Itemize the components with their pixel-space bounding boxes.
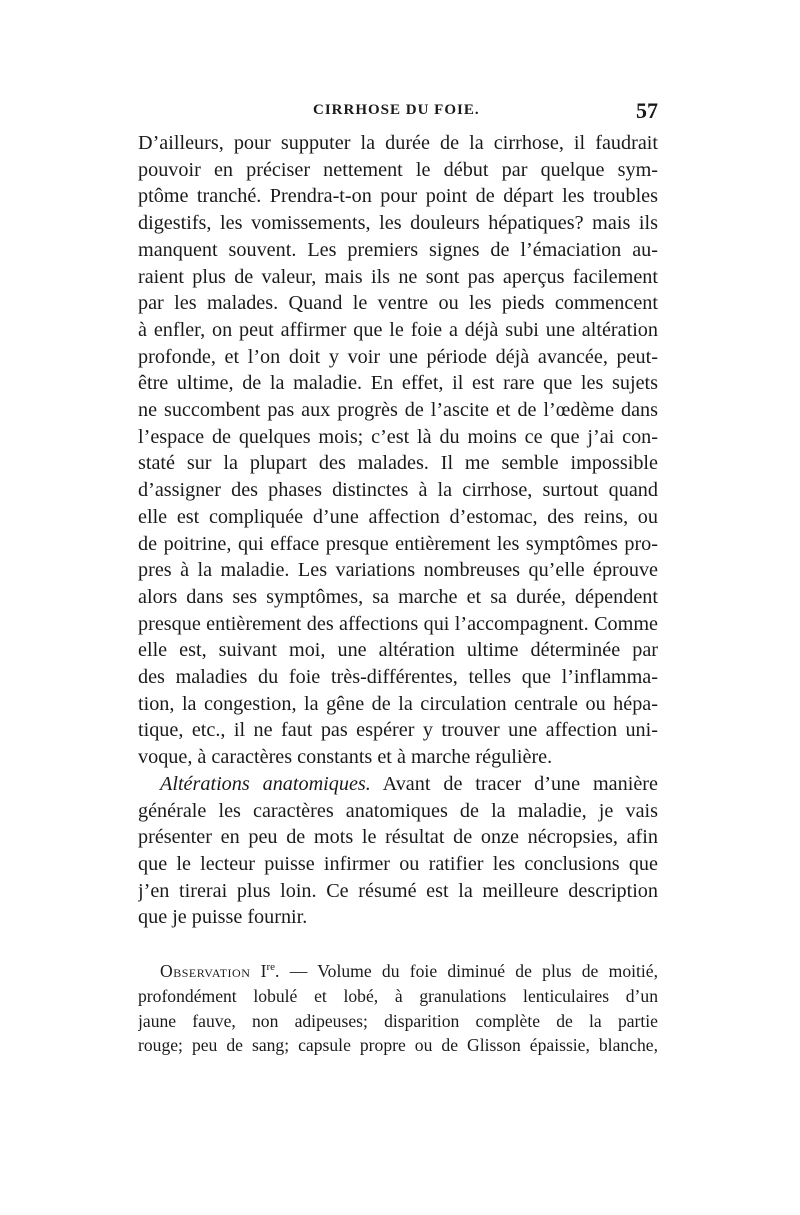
text-line: raient plus de valeur, mais ils ne sont pas aperçus facilement (138, 265, 658, 288)
text-line: presque entièrement des affections qui l’accompagnent. Comme (138, 612, 658, 635)
text-line: rouge; peu de sang; capsule propre ou de Glisson épaissie, blanche, (138, 1035, 658, 1056)
text-segment: Avant de tracer d’une manière (370, 772, 658, 795)
text-line: tique, etc., il ne faut pas espérer y trouver une affection uni- (138, 719, 658, 742)
section-heading: Altérations anatomiques. (160, 772, 371, 795)
observation-number-suffix: re (266, 961, 276, 974)
page-number: 57 (636, 98, 658, 123)
text-line: de poitrine, qui efface presque entièrement les symptômes pro- (138, 532, 658, 555)
text-line: elle est compliquée d’une affection d’estomac, des reins, ou (138, 505, 658, 528)
body-text (138, 130, 658, 1058)
text-line: jaune fauve, non adipeuses; disparition complète de la partie (138, 1010, 658, 1031)
book-page (138, 96, 658, 1058)
text-line: elle est, suivant moi, une altération ultime déterminée par (138, 639, 658, 662)
text-line: pres à la maladie. Les variations nombreuses qu’elle éprouve (138, 559, 658, 582)
text-line: pouvoir en préciser nettement le début par quelque sym- (138, 158, 658, 181)
text-line (138, 959, 658, 984)
text-segment: . — Volume du foie diminué de plus de moitié, (275, 961, 658, 982)
running-title: CIRRHOSE DU FOIE. (313, 102, 480, 118)
text-line: d’assigner des phases distinctes à la cirrhose, surtout quand (138, 479, 658, 502)
text-line: l’espace de quelques mois; c’est là du moins ce que j’ai con- (138, 425, 658, 448)
text-line: que le lecteur puisse infirmer ou ratifier les conclusions que (138, 852, 658, 875)
text-line: tion, la congestion, la gêne de la circulation centrale ou hépa- (138, 692, 658, 715)
text-line: présenter en peu de mots le résultat de onze nécropsies, afin (138, 826, 658, 849)
text-line: par les malades. Quand le ventre ou les pieds commencent (138, 292, 658, 315)
observation-block (138, 959, 658, 1058)
text-line: générale les caractères anatomiques de la maladie, je vais (138, 799, 658, 822)
observation-label: Observation (160, 961, 251, 982)
text-line: des maladies du foie très-différentes, telles que l’inflamma- (138, 666, 658, 689)
text-line: profondément lobulé et lobé, à granulations lenticulaires d’un (138, 985, 658, 1006)
paragraph-cirrhosis-duration (138, 130, 658, 771)
text-line: digestifs, les vomissements, les douleurs hépatiques? mais ils (138, 212, 658, 235)
text-line: j’en tirerai plus loin. Ce résumé est la meilleure description (138, 879, 658, 902)
running-head (138, 96, 658, 126)
text-line: voque, à caractères constants et à marche régulière. (138, 746, 553, 769)
text-line: ptôme tranché. Prendra-t-on pour point de départ les troubles (138, 185, 658, 208)
text-line (138, 771, 658, 798)
text-line: que je puisse fournir. (138, 906, 308, 929)
text-line: alors dans ses symptômes, sa marche et sa durée, dépendent (138, 585, 658, 608)
text-line: manquent souvent. Les premiers signes de l’émaciation au- (138, 238, 658, 261)
text-line: être ultime, de la maladie. En effet, il est rare que les sujets (138, 372, 658, 395)
text-line: à enfler, on peut affirmer que le foie a déjà subi une altération (138, 318, 658, 341)
text-line: profonde, et l’on doit y voir une période déjà avancée, peut- (138, 345, 658, 368)
observation-number: I (260, 961, 267, 982)
text-line: staté sur la plupart des malades. Il me semble impossible (138, 452, 658, 475)
text-line: ne succombent pas aux progrès de l’ascite et de l’œdème dans (138, 399, 658, 422)
text-line: D’ailleurs, pour supputer la durée de la cirrhose, il faudrait (138, 132, 658, 154)
paragraph-anatomical-alterations (138, 771, 658, 931)
